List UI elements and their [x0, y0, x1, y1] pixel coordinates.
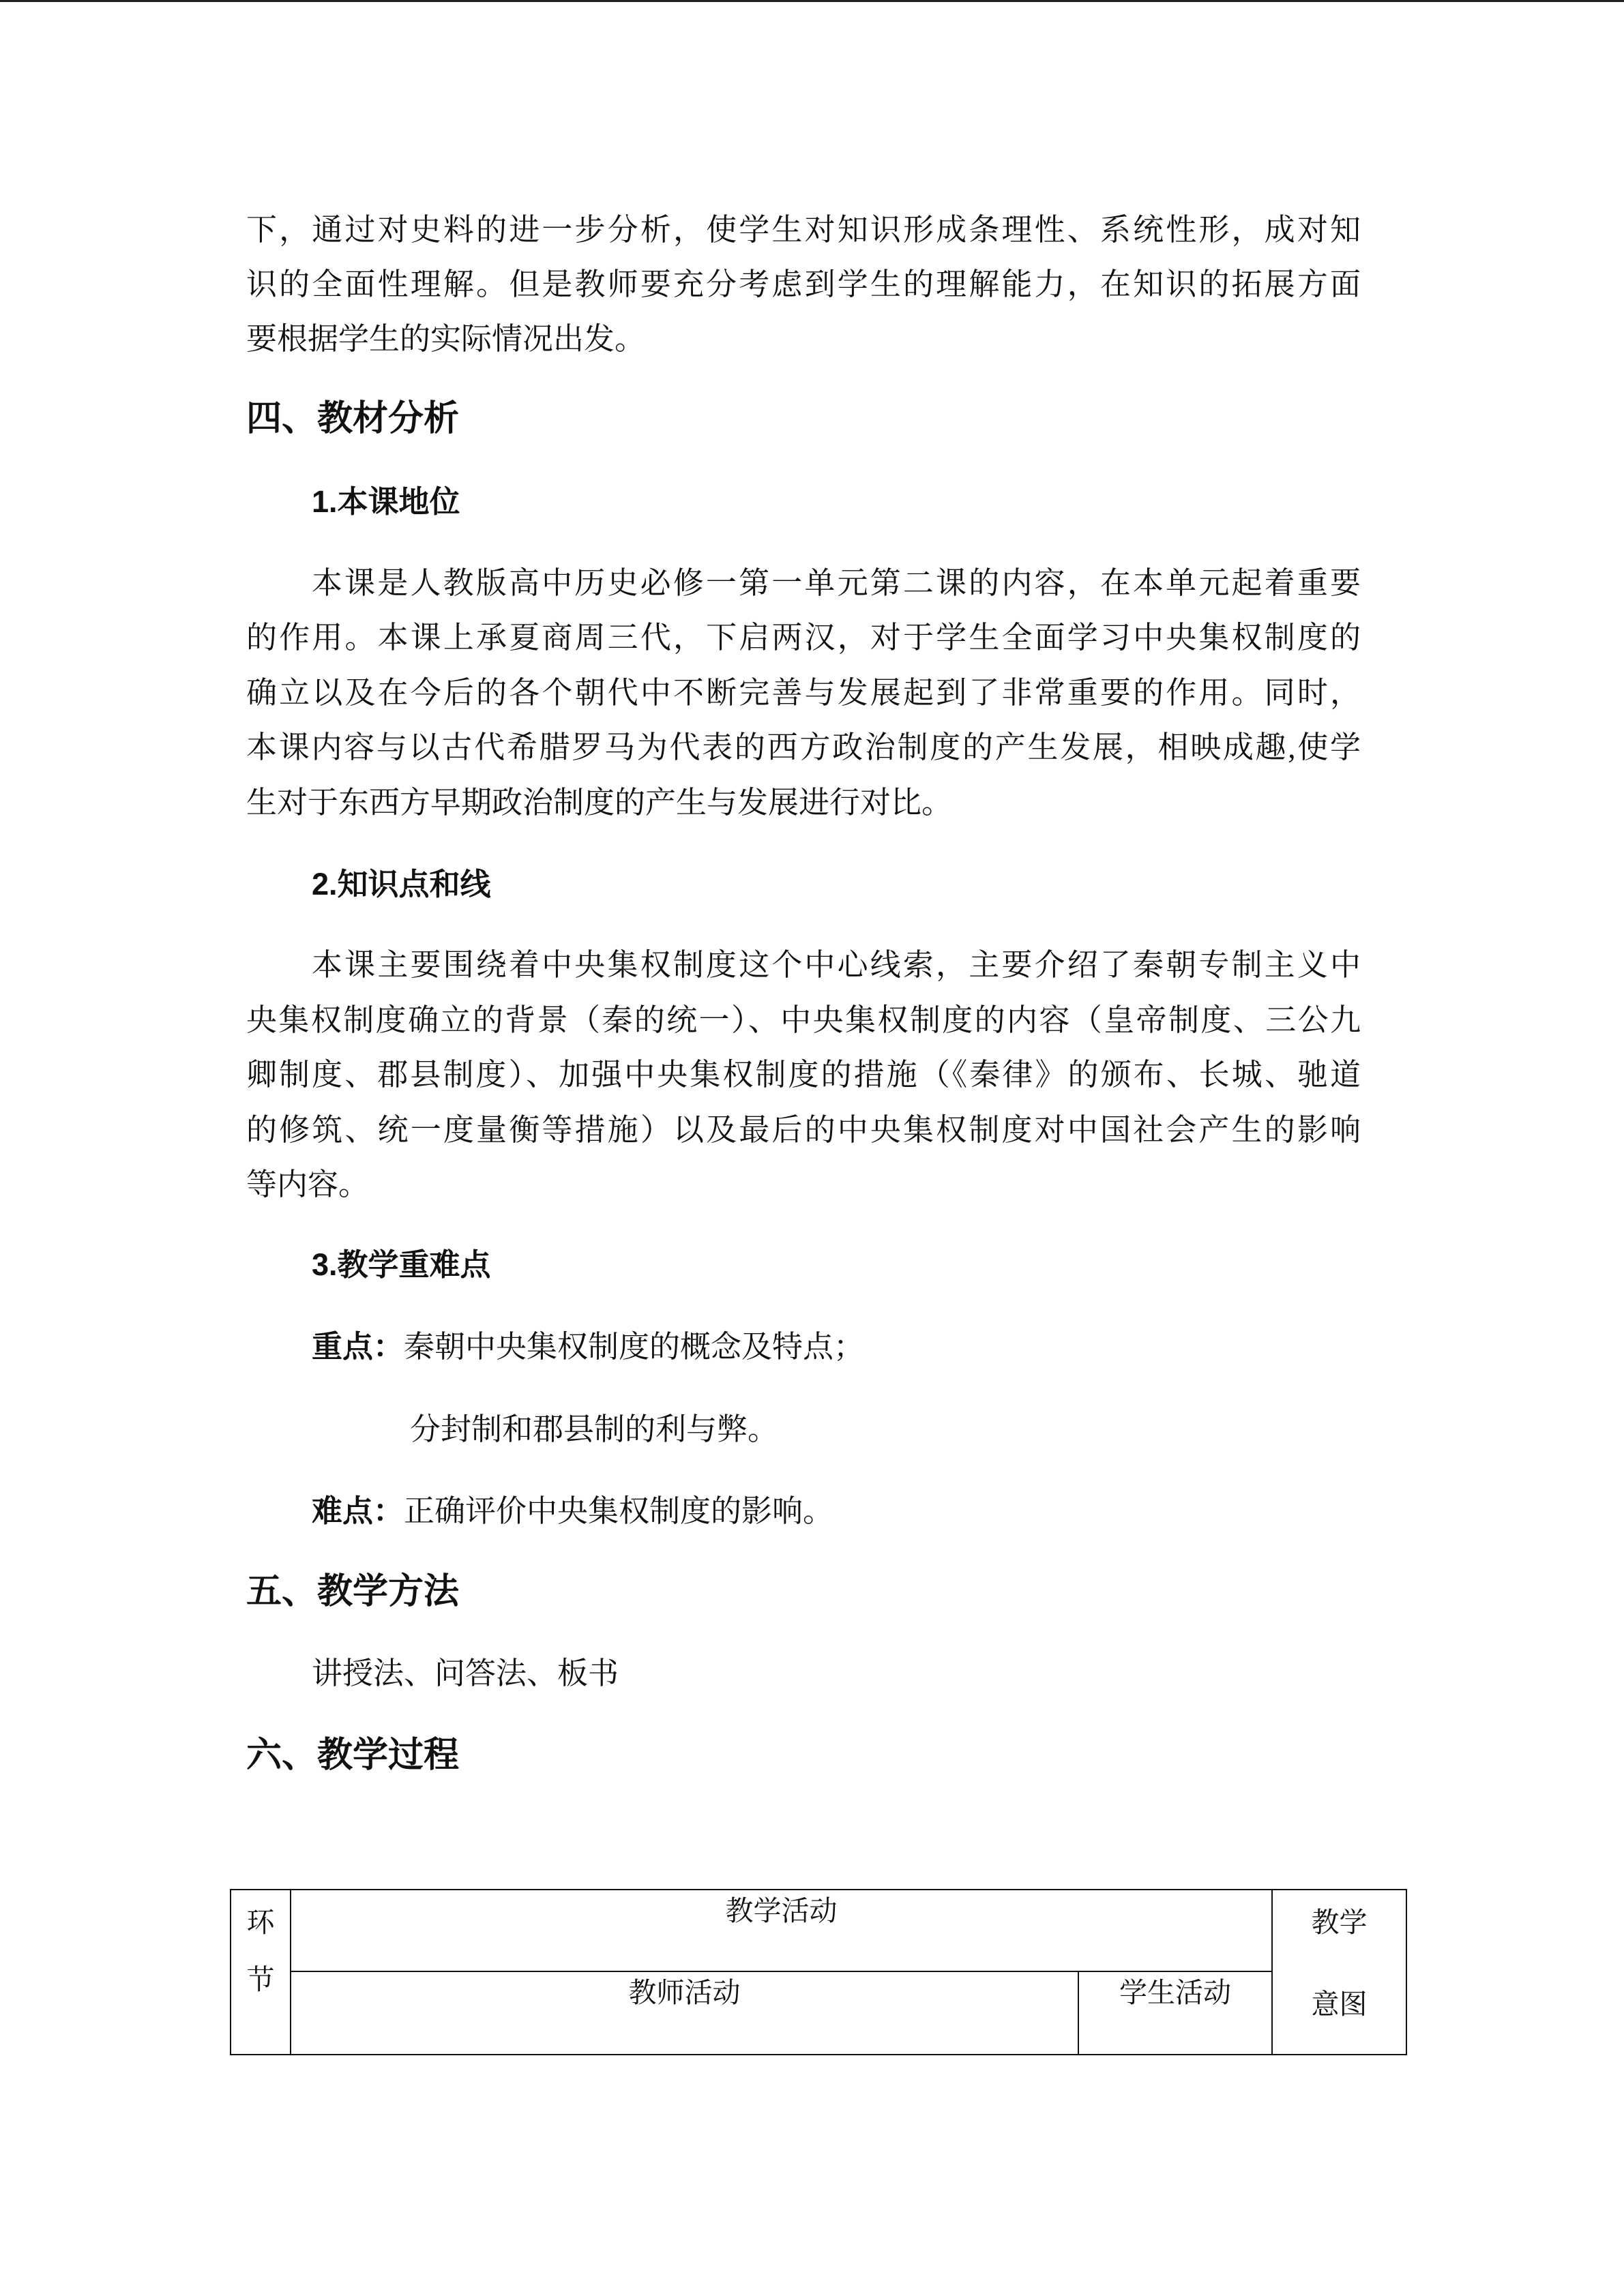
paragraph-line: 本课内容与以古代希腊罗马为代表的西方政治制度的产生发展，相映成趣,使学	[246, 730, 1361, 764]
table-header-intent-label: 教学意图	[1311, 1907, 1368, 2020]
paragraph-line: 的修筑、统一度量衡等措施）以及最后的中央集权制度对中国社会产生的影响	[246, 1113, 1361, 1147]
table-header-teacher-activity: 教师活动	[291, 1971, 1078, 2055]
page-top-border	[0, 0, 1624, 2]
paragraph-line: 的作用。本课上承夏商周三代，下启两汉，对于学生全面学习中央集权制度的	[246, 621, 1361, 655]
table-header-stage	[231, 1890, 291, 2055]
section-heading-teaching-methods: 五、教学方法	[246, 1572, 460, 1611]
intro-line: 下，通过对史料的进一步分析，使学生对知识形成条理性、系统性形，成对知	[246, 213, 1361, 247]
subheading-knowledge-points: 2.知识点和线	[312, 867, 491, 901]
paragraph-line: 卿制度、郡县制度）、加强中央集权制度的措施（《秦律》的颁布、长城、驰道	[246, 1058, 1361, 1092]
section-heading-teaching-process: 六、教学过程	[246, 1735, 460, 1775]
table-subheader-row	[231, 1971, 1406, 2055]
table-header-activities: 教学活动	[291, 1890, 1272, 1971]
difficulty-label: 难点：	[312, 1493, 404, 1528]
section-heading-textbook-analysis: 四、教材分析	[246, 399, 460, 438]
key-point-line: 分封制和郡县制的利与弊。	[410, 1412, 779, 1446]
teaching-process-table	[230, 1889, 1407, 2055]
paragraph-line: 本课主要围绕着中央集权制度这个中心线索，主要介绍了秦朝专制主义中	[312, 948, 1361, 982]
key-point-label: 重点：	[312, 1329, 404, 1364]
paragraph-line: 等内容。	[246, 1167, 370, 1202]
difficulty-text: 正确评价中央集权制度的影响。	[404, 1494, 834, 1528]
table-header-intent	[1272, 1890, 1406, 2055]
subheading-key-difficult-points: 3.教学重难点	[312, 1247, 491, 1282]
teaching-methods-text: 讲授法、问答法、板书	[312, 1656, 619, 1690]
key-point-text: 秦朝中央集权制度的概念及特点；	[404, 1330, 865, 1364]
intro-line: 要根据学生的实际情况出发。	[246, 322, 646, 356]
key-point-line	[312, 1326, 864, 1367]
paragraph-line: 本课是人教版高中历史必修一第一单元第二课的内容，在本单元起着重要	[312, 566, 1361, 600]
table-header-stage-label: 环节	[246, 1907, 275, 1995]
difficulty-line	[312, 1491, 833, 1532]
paragraph-line: 确立以及在今后的各个朝代中不断完善与发展起到了非常重要的作用。同时，	[246, 676, 1361, 710]
table-header-row	[231, 1890, 1406, 1971]
paragraph-line: 生对于东西方早期政治制度的产生与发展进行对比。	[246, 786, 953, 820]
subheading-lesson-status: 1.本课地位	[312, 484, 460, 519]
intro-line: 识的全面性理解。但是教师要充分考虑到学生的理解能力，在知识的拓展方面	[246, 267, 1361, 301]
table-header-student-activity: 学生活动	[1078, 1971, 1272, 2055]
paragraph-line: 央集权制度确立的背景（秦的统一）、中央集权制度的内容（皇帝制度、三公九	[246, 1003, 1361, 1037]
